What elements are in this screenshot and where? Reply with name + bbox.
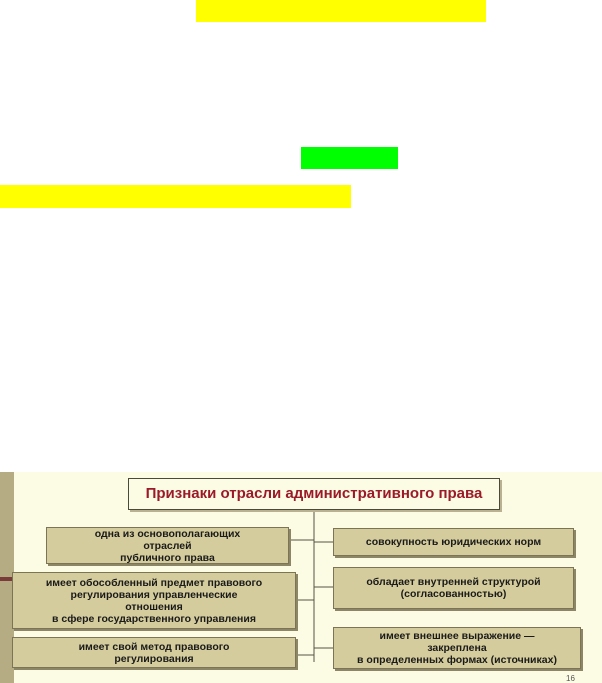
feature-box-public-law: одна из основополагающих отраслей публичного права xyxy=(46,527,289,564)
highlight-bar-top xyxy=(196,0,486,22)
feature-box-sources: имеет внешнее выражение — закреплена в определенных формах (источниках) xyxy=(333,627,581,669)
slide-page-number: 16 xyxy=(566,674,575,683)
feature-box-subject: имеет обособленный предмет правового регулирования управленческие отношения в сфере государственного управления xyxy=(12,572,296,629)
highlight-bar-green xyxy=(301,147,398,169)
feature-box-method: имеет свой метод правового регулирования xyxy=(12,637,296,668)
diagram-title: Признаки отрасли административного права xyxy=(128,478,500,510)
feature-box-norms: совокупность юридических норм xyxy=(333,528,574,556)
highlight-bar-middle xyxy=(0,185,351,208)
slide-diagram xyxy=(0,472,602,683)
feature-box-structure: обладает внутренней структурой (согласованностью) xyxy=(333,567,574,609)
